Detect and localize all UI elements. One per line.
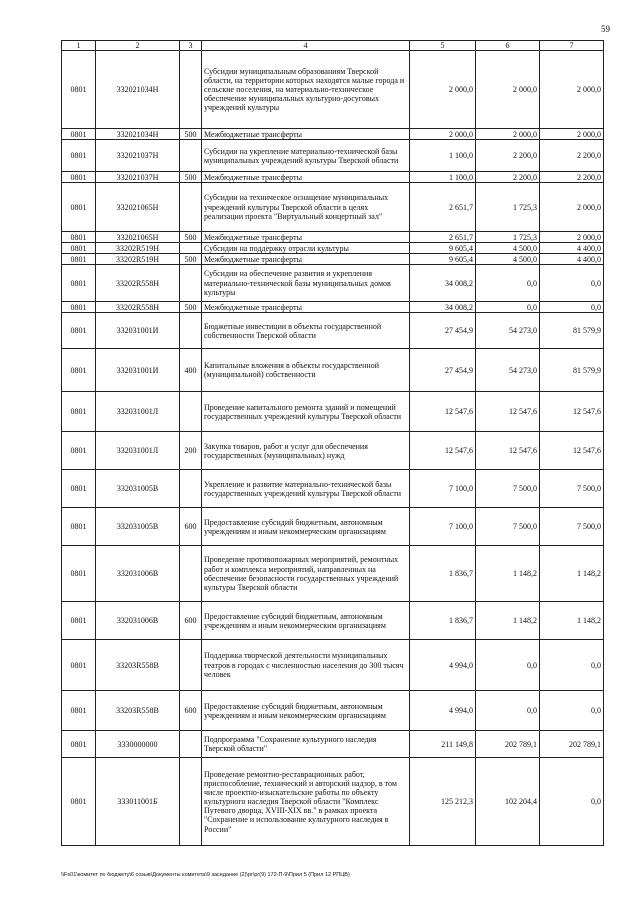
cell-amount-col5: 2 651,7 [410, 232, 476, 243]
table-row [62, 140, 604, 172]
cell-amount-col7: 12 547,6 [540, 392, 604, 432]
budget-table [61, 40, 604, 846]
table-row [62, 265, 604, 302]
column-header: 7 [540, 41, 604, 51]
cell-section: 0801 [62, 254, 96, 265]
cell-amount-col7: 2 000,0 [540, 232, 604, 243]
cell-amount-col6: 54 273,0 [476, 349, 540, 392]
cell-amount-col6: 54 273,0 [476, 313, 540, 349]
table-row [62, 602, 604, 640]
cell-target-code: 332031005В [96, 470, 180, 508]
cell-section: 0801 [62, 129, 96, 140]
cell-description: Проведение противопожарных мероприятий, ремонтных работ и комплекса мероприятий, направленных на обеспечение безопасности государственных учреждений культуры Тверской области [202, 546, 410, 602]
cell-target-code: 332031005В [96, 508, 180, 546]
cell-section: 0801 [62, 313, 96, 349]
cell-description: Межбюджетные трансферты [202, 172, 410, 183]
cell-amount-col5: 4 994,0 [410, 640, 476, 691]
cell-amount-col6: 0,0 [476, 691, 540, 731]
cell-amount-col5: 1 100,0 [410, 140, 476, 172]
table-row [62, 508, 604, 546]
table-row [62, 51, 604, 129]
cell-expense-type: 500 [180, 172, 202, 183]
cell-target-code: 332031006В [96, 602, 180, 640]
cell-description: Подпрограмма "Сохранение культурного наследия Тверской области" [202, 731, 410, 758]
cell-description: Закупка товаров, работ и услуг для обеспечения государственных (муниципальных) нужд [202, 432, 410, 470]
cell-expense-type: 600 [180, 508, 202, 546]
cell-amount-col6: 4 500,0 [476, 243, 540, 254]
cell-description: Межбюджетные трансферты [202, 254, 410, 265]
cell-section: 0801 [62, 183, 96, 232]
cell-amount-col5: 7 100,0 [410, 508, 476, 546]
cell-amount-col7: 202 789,1 [540, 731, 604, 758]
cell-amount-col7: 2 200,0 [540, 172, 604, 183]
table-row [62, 691, 604, 731]
cell-target-code: 33203R558В [96, 691, 180, 731]
cell-amount-col7: 4 400,0 [540, 243, 604, 254]
cell-target-code: 332031006В [96, 546, 180, 602]
cell-expense-type [180, 470, 202, 508]
cell-target-code: 332021037Н [96, 172, 180, 183]
cell-expense-type: 400 [180, 349, 202, 392]
cell-section: 0801 [62, 640, 96, 691]
table-row [62, 254, 604, 265]
cell-target-code: 33202R519Н [96, 254, 180, 265]
cell-amount-col5: 1 836,7 [410, 546, 476, 602]
cell-amount-col5: 7 100,0 [410, 470, 476, 508]
cell-section: 0801 [62, 392, 96, 432]
cell-amount-col7: 12 547,6 [540, 432, 604, 470]
cell-expense-type [180, 140, 202, 172]
cell-amount-col7: 0,0 [540, 265, 604, 302]
cell-target-code: 332021065Н [96, 232, 180, 243]
cell-amount-col6: 2 000,0 [476, 129, 540, 140]
cell-amount-col5: 211 149,8 [410, 731, 476, 758]
cell-amount-col5: 34 008,2 [410, 265, 476, 302]
cell-expense-type [180, 243, 202, 254]
cell-amount-col6: 0,0 [476, 302, 540, 313]
cell-amount-col7: 1 148,2 [540, 602, 604, 640]
cell-expense-type [180, 265, 202, 302]
cell-expense-type: 200 [180, 432, 202, 470]
cell-target-code: 332031001И [96, 313, 180, 349]
table-row [62, 349, 604, 392]
table-row [62, 172, 604, 183]
cell-expense-type [180, 51, 202, 129]
cell-section: 0801 [62, 349, 96, 392]
cell-target-code: 33202R558Н [96, 302, 180, 313]
cell-amount-col7: 1 148,2 [540, 546, 604, 602]
column-header: 2 [96, 41, 180, 51]
cell-description: Укрепление и развитие материально-технической базы государственных учреждений культуры Тверской области [202, 470, 410, 508]
table-row [62, 183, 604, 232]
cell-amount-col6: 1 725,3 [476, 183, 540, 232]
table-row [62, 758, 604, 846]
cell-section: 0801 [62, 302, 96, 313]
cell-expense-type: 500 [180, 129, 202, 140]
column-header: 3 [180, 41, 202, 51]
cell-expense-type: 600 [180, 691, 202, 731]
cell-amount-col6: 2 200,0 [476, 172, 540, 183]
cell-amount-col7: 0,0 [540, 691, 604, 731]
table-row [62, 432, 604, 470]
cell-target-code: 332031001И [96, 349, 180, 392]
cell-amount-col5: 2 000,0 [410, 51, 476, 129]
cell-amount-col7: 2 200,0 [540, 140, 604, 172]
cell-amount-col6: 0,0 [476, 265, 540, 302]
cell-amount-col5: 2 000,0 [410, 129, 476, 140]
cell-section: 0801 [62, 51, 96, 129]
cell-amount-col7: 0,0 [540, 758, 604, 846]
cell-amount-col6: 7 500,0 [476, 508, 540, 546]
cell-amount-col7: 2 000,0 [540, 183, 604, 232]
cell-target-code: 332021034Н [96, 129, 180, 140]
cell-section: 0801 [62, 602, 96, 640]
cell-amount-col5: 27 454,9 [410, 313, 476, 349]
cell-expense-type [180, 546, 202, 602]
cell-target-code: 3330000000 [96, 731, 180, 758]
cell-amount-col6: 202 789,1 [476, 731, 540, 758]
cell-description: Предоставление субсидий бюджетным, автономным учреждениям и иным некоммерческим организациям [202, 602, 410, 640]
cell-expense-type [180, 731, 202, 758]
cell-description: Поддержка творческой деятельности муниципальных театров в городах с численностью населения до 300 тысяч человек [202, 640, 410, 691]
cell-amount-col6: 1 148,2 [476, 546, 540, 602]
cell-amount-col6: 1 148,2 [476, 602, 540, 640]
cell-amount-col6: 12 547,6 [476, 432, 540, 470]
table-row [62, 640, 604, 691]
page-number: 59 [601, 24, 610, 34]
cell-section: 0801 [62, 470, 96, 508]
cell-expense-type: 500 [180, 232, 202, 243]
cell-amount-col7: 0,0 [540, 302, 604, 313]
cell-amount-col7: 4 400,0 [540, 254, 604, 265]
table-row [62, 470, 604, 508]
cell-amount-col6: 0,0 [476, 640, 540, 691]
cell-amount-col6: 1 725,3 [476, 232, 540, 243]
cell-section: 0801 [62, 265, 96, 302]
cell-amount-col5: 125 212,3 [410, 758, 476, 846]
cell-amount-col7: 0,0 [540, 640, 604, 691]
cell-amount-col6: 2 200,0 [476, 140, 540, 172]
cell-amount-col5: 4 994,0 [410, 691, 476, 731]
table-row [62, 232, 604, 243]
cell-target-code: 332021037Н [96, 140, 180, 172]
cell-description: Субсидии на техническое оснащение муниципальных учреждений культуры Тверской области в целях реализации проекта "Виртуальный концертный зал" [202, 183, 410, 232]
column-header: 1 [62, 41, 96, 51]
cell-description: Предоставление субсидий бюджетным, автономным учреждениям и иным некоммерческим организациям [202, 508, 410, 546]
cell-description: Межбюджетные трансферты [202, 302, 410, 313]
cell-description: Субсидии на обеспечение развития и укрепления материально-технической базы муниципальных домов культуры [202, 265, 410, 302]
cell-amount-col7: 7 500,0 [540, 470, 604, 508]
cell-expense-type [180, 640, 202, 691]
cell-section: 0801 [62, 758, 96, 846]
cell-amount-col5: 9 605,4 [410, 254, 476, 265]
cell-section: 0801 [62, 140, 96, 172]
column-header: 4 [202, 41, 410, 51]
cell-description: Бюджетные инвестиции в объекты государственной собственности Тверской области [202, 313, 410, 349]
column-header: 6 [476, 41, 540, 51]
cell-section: 0801 [62, 243, 96, 254]
cell-amount-col5: 34 008,2 [410, 302, 476, 313]
file-path-footer: \\Fs01\комитет по бюджету\6 созыв\Документы комитета\9 заседание (2)\pr\pr(9) 172-П-9\Прил 5 (Прил 12 РПЦВ) [61, 872, 350, 878]
cell-section: 0801 [62, 546, 96, 602]
cell-description: Субсидии на поддержку отрасли культуры [202, 243, 410, 254]
cell-target-code: 332031001Л [96, 392, 180, 432]
cell-expense-type: 500 [180, 302, 202, 313]
table-row [62, 392, 604, 432]
cell-amount-col5: 9 605,4 [410, 243, 476, 254]
cell-target-code: 33202R519Н [96, 243, 180, 254]
cell-amount-col5: 1 836,7 [410, 602, 476, 640]
cell-expense-type: 500 [180, 254, 202, 265]
cell-amount-col5: 12 547,6 [410, 392, 476, 432]
cell-amount-col7: 2 000,0 [540, 129, 604, 140]
cell-amount-col6: 12 547,6 [476, 392, 540, 432]
column-header: 5 [410, 41, 476, 51]
cell-amount-col5: 2 651,7 [410, 183, 476, 232]
cell-description: Капитальные вложения в объекты государственной (муниципальной) собственности [202, 349, 410, 392]
cell-expense-type [180, 758, 202, 846]
cell-section: 0801 [62, 731, 96, 758]
cell-amount-col7: 81 579,9 [540, 313, 604, 349]
cell-amount-col7: 2 000,0 [540, 51, 604, 129]
cell-section: 0801 [62, 172, 96, 183]
table-body [62, 51, 604, 846]
table-row [62, 302, 604, 313]
cell-description: Предоставление субсидий бюджетным, автономным учреждениям и иным некоммерческим организациям [202, 691, 410, 731]
cell-section: 0801 [62, 691, 96, 731]
cell-target-code: 333011001Б [96, 758, 180, 846]
cell-target-code: 332021065Н [96, 183, 180, 232]
cell-description: Межбюджетные трансферты [202, 129, 410, 140]
cell-target-code: 332031001Л [96, 432, 180, 470]
table-row [62, 129, 604, 140]
cell-amount-col5: 1 100,0 [410, 172, 476, 183]
cell-amount-col6: 7 500,0 [476, 470, 540, 508]
cell-description: Субсидии муниципальным образованиям Тверской области, на территории которых находятся малые города и сельские поселения, на материально-техническое обеспечение муниципальных культурно-досуговых учреждений культуры [202, 51, 410, 129]
cell-description: Проведение ремонтно-реставрационных работ, приспособление, технический и авторский надзор, в том числе проектно-изыскательские работы по объекту культурного наследия Тверской области "Комплекс Путевого дворца, XVIII-XIX вв." в рамках проекта "Сохранение и использование культурного наследия в России" [202, 758, 410, 846]
header-row [62, 41, 604, 51]
cell-amount-col7: 7 500,0 [540, 508, 604, 546]
cell-target-code: 332021034Н [96, 51, 180, 129]
cell-amount-col5: 27 454,9 [410, 349, 476, 392]
cell-expense-type: 600 [180, 602, 202, 640]
table-row [62, 243, 604, 254]
cell-description: Межбюджетные трансферты [202, 232, 410, 243]
table-row [62, 313, 604, 349]
cell-description: Субсидии на укрепление материально-технической базы муниципальных учреждений культуры Тверской области [202, 140, 410, 172]
cell-amount-col7: 81 579,9 [540, 349, 604, 392]
cell-expense-type [180, 392, 202, 432]
cell-target-code: 33202R558Н [96, 265, 180, 302]
cell-target-code: 33203R558В [96, 640, 180, 691]
cell-amount-col6: 2 000,0 [476, 51, 540, 129]
cell-section: 0801 [62, 432, 96, 470]
cell-amount-col6: 102 204,4 [476, 758, 540, 846]
cell-section: 0801 [62, 508, 96, 546]
table-row [62, 546, 604, 602]
cell-expense-type [180, 313, 202, 349]
cell-description: Проведение капитального ремонта зданий и помещений государственных учреждений культуры Тверской области [202, 392, 410, 432]
cell-expense-type [180, 183, 202, 232]
cell-section: 0801 [62, 232, 96, 243]
cell-amount-col6: 4 500,0 [476, 254, 540, 265]
table-row [62, 731, 604, 758]
cell-amount-col5: 12 547,6 [410, 432, 476, 470]
